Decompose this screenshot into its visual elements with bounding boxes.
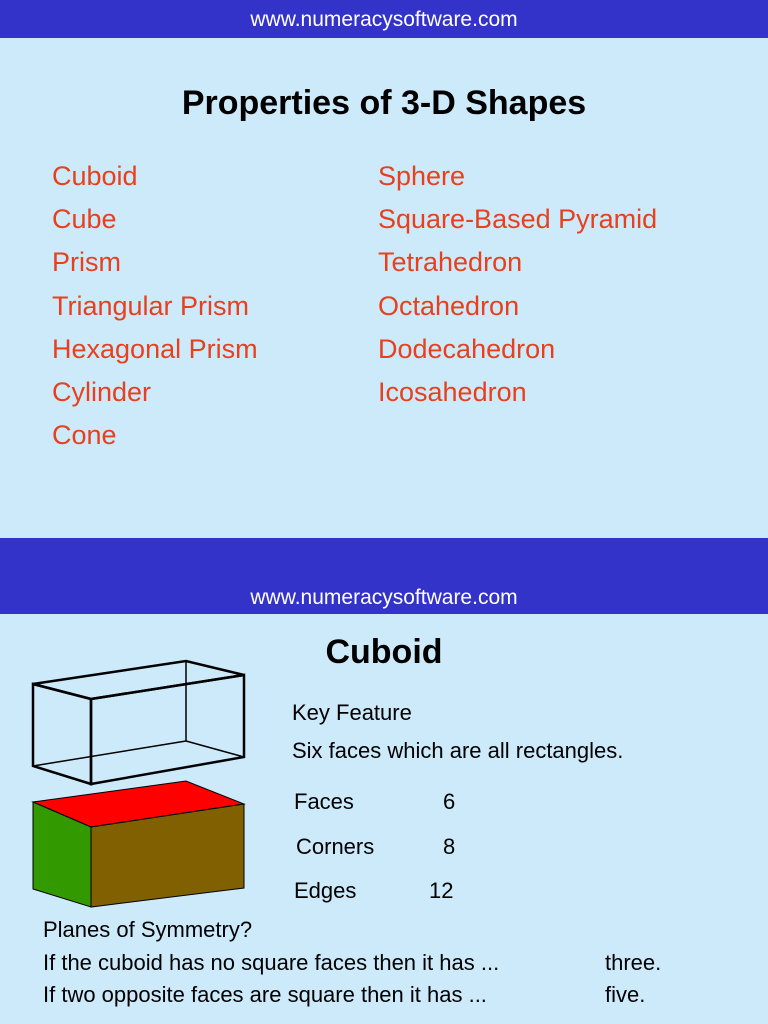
faces-value: 6 — [443, 789, 456, 814]
key-feature-heading: Key Feature — [292, 700, 412, 725]
corners-label: Corners — [296, 834, 375, 859]
faces-label: Faces — [294, 789, 354, 814]
shape-list-item: Octahedron — [378, 290, 520, 321]
edges-value: 12 — [429, 878, 454, 903]
symmetry-question: Planes of Symmetry? — [43, 917, 253, 942]
cuboid-solid-diagram — [0, 614, 260, 914]
shape-list-item: Sphere — [378, 161, 466, 191]
shape-list-item: Dodecahedron — [378, 333, 556, 364]
shape-list-item: Icosahedron — [378, 376, 527, 407]
key-feature-text: Six faces which are all rectangles. — [292, 738, 624, 763]
shape-list-item: Prism — [52, 247, 121, 278]
slide1-url: www.numeracysoftware.com — [250, 8, 518, 31]
slide1-title: Properties of 3-D Shapes — [181, 84, 587, 122]
shape-list-left — [52, 155, 258, 457]
shape-list-item: Cuboid — [52, 161, 138, 191]
symmetry-answer-2: five. — [605, 982, 646, 1007]
shape-list-item: Tetrahedron — [378, 247, 523, 278]
symmetry-line-2: If two opposite faces are square then it has ... — [43, 982, 487, 1007]
edges-label: Edges — [294, 878, 357, 903]
symmetry-answer-1: three. — [605, 950, 662, 975]
symmetry-line-1: If the cuboid has no square faces then it has ... — [43, 950, 500, 975]
shape-list-right — [378, 155, 657, 414]
shape-list-item: Triangular Prism — [52, 290, 250, 321]
shape-list-item: Cube — [52, 204, 117, 235]
shape-list-item: Cone — [52, 420, 117, 451]
shape-list-item: Hexagonal Prism — [52, 333, 258, 364]
slide2-title: Cuboid — [325, 633, 443, 671]
slide2-url: www.numeracysoftware.com — [250, 586, 518, 609]
shape-list-item: Square-Based Pyramid — [378, 204, 658, 235]
corners-value: 8 — [443, 834, 456, 859]
shape-list-item: Cylinder — [52, 376, 152, 407]
